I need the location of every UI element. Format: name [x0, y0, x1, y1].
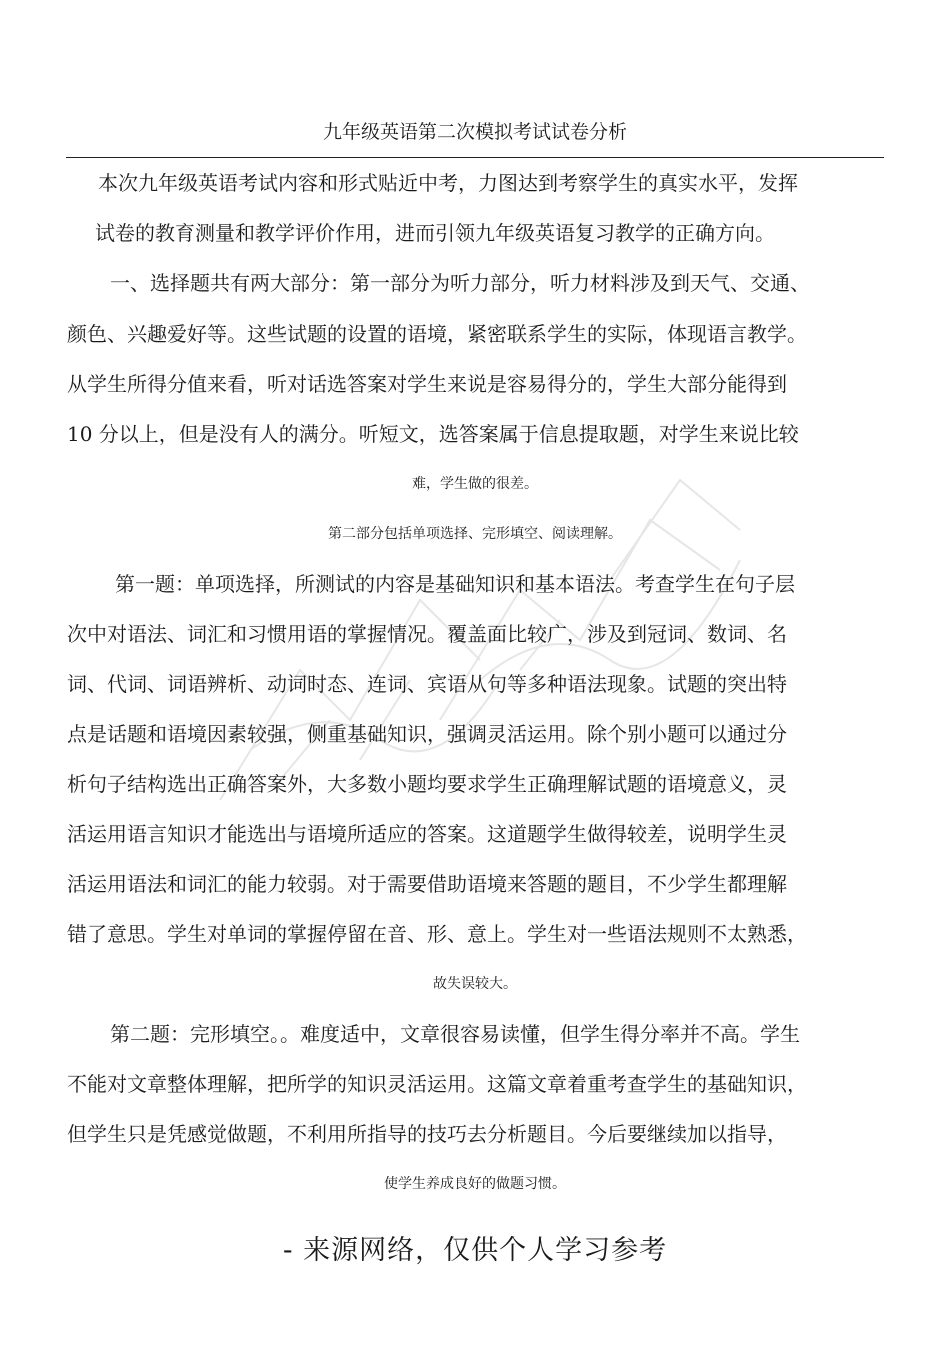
paragraph-line: 试卷的教育测量和教学评价作用，进而引领九年级英语复习教学的正确方向。	[95, 221, 775, 245]
paragraph-line: 一、选择题共有两大部分：第一部分为听力部分，听力材料涉及到天气、交通、	[110, 271, 810, 295]
paragraph-line: 第二题：完形填空。。难度适中，文章很容易读懂，但学生得分率并不高。学生	[110, 1022, 800, 1046]
paragraph-line: 不能对文章整体理解，把所学的知识灵活运用。这篇文章着重考查学生的基础知识，	[67, 1072, 807, 1096]
paragraph-line: 第一题：单项选择，所测试的内容是基础知识和基本语法。考查学生在句子层	[115, 572, 795, 596]
paragraph-line: 颜色、兴趣爱好等。这些试题的设置的语境，紧密联系学生的实际，体现语言教学。	[67, 322, 807, 346]
paragraph-line: 故失误较大。	[433, 976, 517, 992]
paragraph-line: 活运用语法和词汇的能力较弱。对于需要借助语境来答题的题目，不少学生都理解	[67, 872, 787, 896]
paragraph-line: 难，学生做的很差。	[412, 476, 538, 492]
paragraph-line: 第二部分包括单项选择、完形填空、阅读理解。	[328, 526, 622, 542]
title-divider	[66, 157, 884, 158]
paragraph-line: 本次九年级英语考试内容和形式贴近中考，力图达到考察学生的真实水平，发挥	[98, 171, 798, 195]
paragraph-line: 但学生只是凭感觉做题，不利用所指导的技巧去分析题目。今后要继续加以指导，	[67, 1122, 787, 1146]
document-title: 九年级英语第二次模拟考试试卷分析	[322, 121, 627, 143]
paragraph-line: 错了意思。学生对单词的掌握停留在音、形、意上。学生对一些语法规则不太熟悉，	[67, 922, 807, 946]
paragraph-line: 次中对语法、词汇和习惯用语的掌握情况。覆盖面比较广，涉及到冠词、数词、名	[67, 622, 787, 646]
paragraph-line: 活运用语言知识才能选出与语境所适应的答案。这道题学生做得较差，说明学生灵	[67, 822, 787, 846]
paragraph-line: 词、代词、词语辨析、动词时态、连词、宾语从句等多种语法现象。试题的突出特	[67, 672, 787, 696]
paragraph-line: 10 分以上，但是没有人的满分。听短文，选答案属于信息提取题，对学生来说比较	[67, 422, 799, 446]
paragraph-line: 从学生所得分值来看，听对话选答案对学生来说是容易得分的，学生大部分能得到	[67, 372, 787, 396]
paragraph-line: 使学生养成良好的做题习惯。	[384, 1176, 566, 1192]
paragraph-line: 点是话题和语境因素较强，侧重基础知识，强调灵活运用。除个别小题可以通过分	[67, 722, 787, 746]
paragraph-line: 析句子结构选出正确答案外，大多数小题均要求学生正确理解试题的语境意义，灵	[67, 772, 787, 796]
source-footer: - 来源网络，仅供个人学习参考	[282, 1235, 668, 1266]
